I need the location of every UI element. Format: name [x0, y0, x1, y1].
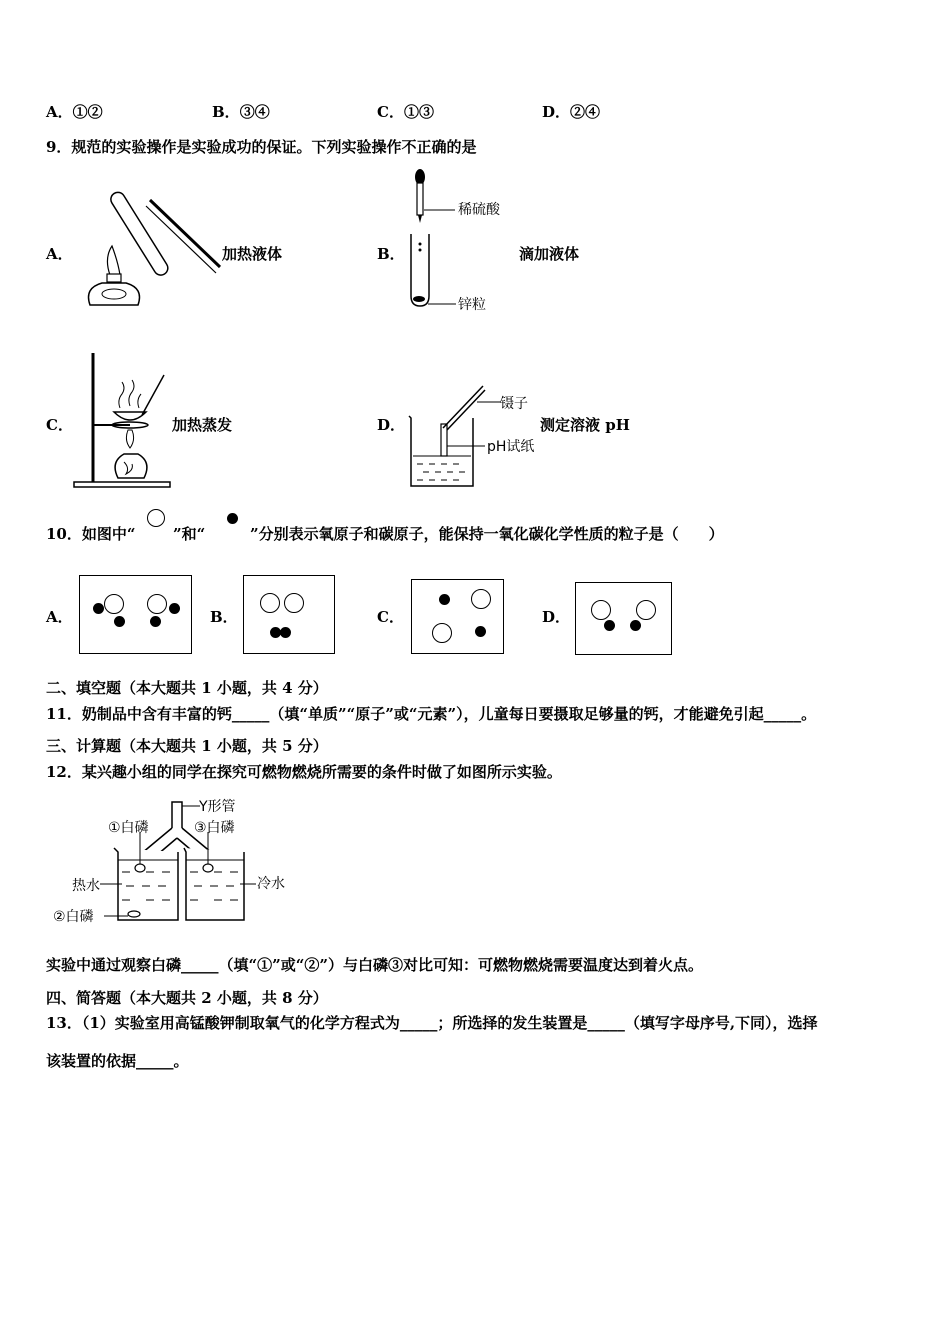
oxygen-atom	[284, 593, 304, 613]
q12-text: 12．某兴趣小组的同学在探究可燃物燃烧所需要的条件时做了如图所示实验。	[46, 763, 562, 781]
carbon-atom	[439, 594, 450, 605]
q8-option-a[interactable]: A．①②	[46, 103, 103, 121]
cold-water-label: 冷水	[257, 876, 285, 892]
oxygen-atom	[260, 593, 280, 613]
heating-liquid-figure	[80, 170, 230, 320]
q10-option-d-letter[interactable]: D．	[542, 608, 571, 626]
carbon-atom	[150, 616, 161, 627]
q12-question-text: 实验中通过观察白磷_____（填“①”或“②”）与白磷③对比可知：可燃物燃烧需要温度达到着火点。	[46, 956, 704, 974]
q9-option-c-letter[interactable]: C．	[46, 416, 73, 434]
oxygen-atom	[471, 589, 491, 609]
dilute-sulfuric-acid-label: 稀硫酸	[458, 202, 500, 218]
q9-option-d-caption: 测定溶液 pH	[540, 416, 630, 434]
carbon-atom	[93, 603, 104, 614]
section-3-heading: 三、计算题（本大题共 1 小题，共 5 分）	[46, 737, 328, 755]
hot-water-label: 热水	[72, 878, 100, 894]
q9-option-b-caption: 滴加液体	[519, 245, 580, 263]
q10-option-b-box[interactable]	[243, 575, 335, 654]
carbon-atom	[604, 620, 615, 631]
q10-option-d-box[interactable]	[575, 582, 672, 655]
section-4-heading: 四、简答题（本大题共 2 小题，共 8 分）	[46, 989, 328, 1007]
q8-option-c[interactable]: C．①③	[377, 103, 434, 121]
ph-paper-label: pH试纸	[487, 439, 535, 455]
q10-stem-prefix: 10．如图中“	[46, 525, 136, 543]
q10-stem-mid: ”和“	[173, 525, 206, 543]
q10-option-b-letter[interactable]: B．	[210, 608, 238, 626]
section-2-heading: 二、填空题（本大题共 1 小题，共 4 分）	[46, 679, 328, 697]
carbon-atom	[280, 627, 291, 638]
carbon-atom	[169, 603, 180, 614]
oxygen-atom	[636, 600, 656, 620]
q9-option-b-letter[interactable]: B．	[377, 245, 405, 263]
carbon-atom	[630, 620, 641, 631]
phosphorus-1-label: ①白磷	[108, 820, 149, 836]
phosphorus-2-label: ②白磷	[53, 909, 94, 925]
q9-option-a-letter[interactable]: A．	[46, 245, 73, 263]
q13-line-2: 该装置的依据_____。	[46, 1052, 189, 1070]
q9-stem: 9．规范的实验操作是实验成功的保证。下列实验操作不正确的是	[46, 138, 477, 156]
carbon-atom	[114, 616, 125, 627]
heating-evaporation-figure	[72, 350, 182, 490]
oxygen-atom	[147, 594, 167, 614]
y-tube-label: Y形管	[199, 799, 236, 815]
q10-stem-suffix: ”分别表示氧原子和碳原子，能保持一氧化碳化学性质的粒子是（ ）	[250, 525, 724, 543]
carbon-atom	[475, 626, 486, 637]
oxygen-atom	[104, 594, 124, 614]
q11-text: 11．奶制品中含有丰富的钙_____（填“单质”“原子”或“元素”），儿童每日要摄取足够量的钙，才能避免引起_____。	[46, 705, 817, 723]
oxygen-atom	[591, 600, 611, 620]
q10-option-c-box[interactable]	[411, 579, 504, 654]
q8-option-b[interactable]: B．③④	[212, 103, 270, 121]
carbon-atom-legend	[227, 513, 238, 524]
q9-option-a-caption: 加热液体	[222, 245, 283, 263]
q9-option-d-letter[interactable]: D．	[377, 416, 406, 434]
phosphorus-3-label: ③白磷	[194, 820, 235, 836]
oxygen-atom	[432, 623, 452, 643]
q10-option-c-letter[interactable]: C．	[377, 608, 404, 626]
q10-option-a-letter[interactable]: A．	[46, 608, 73, 626]
tweezers-label: 镊子	[500, 396, 528, 412]
q8-option-d[interactable]: D．②④	[542, 103, 601, 121]
q13-line-1: 13．（1）实验室用高锰酸钾制取氧气的化学方程式为_____；所选择的发生装置是_____（填写字母序号,下同），选择	[46, 1014, 818, 1032]
zinc-granule-label: 锌粒	[458, 297, 486, 313]
q8-options	[46, 101, 646, 123]
oxygen-atom-legend	[147, 509, 165, 527]
q9-option-c-caption: 加热蒸发	[172, 416, 233, 434]
q10-option-a-box[interactable]	[79, 575, 192, 654]
